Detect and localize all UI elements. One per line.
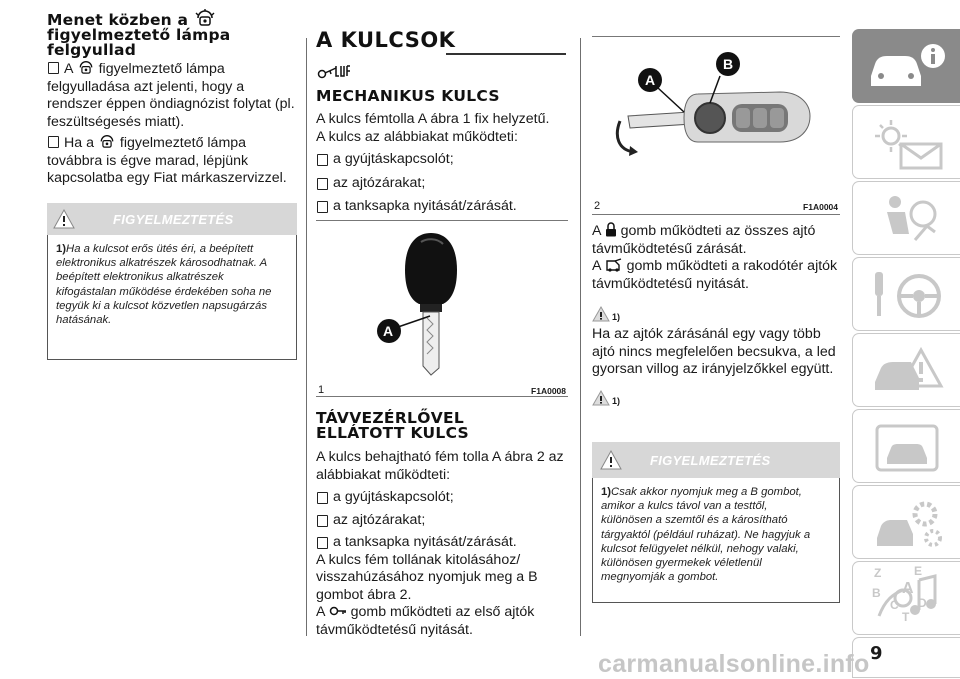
text-line: távműködtetésű nyitását. [592,275,749,292]
warning-car-icon [871,342,947,400]
tab-car-info[interactable] [852,29,960,103]
key-warning-icon [77,59,95,75]
car-check-icon [873,420,945,476]
note-ref-2: 1) [592,390,610,411]
page-title: A KULCSOK [316,28,456,52]
list-item: a gyújtáskapcsolót; [316,489,568,507]
key-warning-icon [194,8,216,27]
page-number: 9 [870,643,883,664]
chapter-tabs [852,0,960,678]
figure-number: 1 [318,384,325,396]
callout-label-a: A [645,72,656,88]
seat-airbag-icon [875,190,945,248]
text-line: felgyulladása azt jelenti, hogy a [47,78,245,95]
letter: T [902,610,910,624]
mechanical-key-illustration [371,228,491,378]
text-line: feszültségesés miatt). [47,113,185,130]
text-line: rendszer éppen öndiagnózist folytat (pl. [47,96,295,112]
text-line: gyorsan villog az irányjelzőkkel együtt. [592,361,834,377]
text-line: A kulcs fém tollának kitolásához/ [316,551,521,568]
paragraph-trunk: A gomb működteti a rakodótér ajtók [592,258,838,274]
text-line: A kulcs az alábbiakat működteti: [316,128,518,145]
list-item: a tanksapka nyitását/zárását. [316,534,568,552]
tab-warning-car[interactable] [852,333,960,407]
warning-text: 1)Ha a kulcsot erős ütés éri, a beépített elektronikus alkatrészek károsodhatnak. A beépített elektronikus alkatrészek kifogástalan működése érdekében soha ne tegyük ki a kulcsot közvetlen napsugárzás hatásának. [47,235,297,360]
section-heading: TÁVVEZÉRLŐVEL ELLÁTOTT KULCS [316,409,470,442]
warning-title: FIGYELMEZTETÉS [650,453,771,468]
callout-label-a: A [383,323,394,339]
list-item: a gyújtáskapcsolót; [316,151,568,169]
list-item: a tanksapka nyitását/zárását. [316,198,568,216]
car-info-icon [865,42,949,92]
paragraph-self-diagnosis: A figyelmeztető lámpa [47,59,299,79]
column-divider-1 [306,38,307,636]
text-line: alábbiakat működteti: [316,466,451,483]
remote-key-illustration [600,46,830,196]
warning-box [47,203,297,360]
text-line: ajtó nincs megfelelően becsukva, a led [592,343,836,360]
tab-car-service[interactable] [852,485,960,559]
tab-seat-airbag[interactable] [852,181,960,255]
figure-number: 2 [594,200,601,212]
figure-2 [592,36,840,216]
figure-code: F1A0004 [803,202,838,212]
warning-header [592,442,840,478]
warning-triangle-icon [592,306,610,322]
letter: D [918,596,927,610]
lock-icon [605,222,617,237]
text-line: Ha az ajtók zárásánál egy vagy több [592,326,821,342]
title-underline [446,53,566,55]
warning-title: FIGYELMEZTETÉS [113,212,234,227]
letter: C [890,598,899,612]
paragraph-lock-all: A gomb működteti az összes ajtó [592,223,816,239]
letter: Z [874,566,882,580]
column-divider-2 [580,38,581,636]
paragraph-front-doors: A gomb működteti az első ajtók [316,604,535,620]
tab-car-check[interactable] [852,409,960,483]
car-service-icon [873,494,947,552]
tab-lights-message[interactable] [852,105,960,179]
tab-key-steering[interactable] [852,257,960,331]
figure-1 [316,220,568,402]
warning-header [47,203,297,235]
section-heading: MECHANIKUS KULCS [316,87,500,105]
warning-text: 1)Csak akkor nyomjuk meg a B gombot, amikor a kulcs távol van a testtől, különösen a szemtől és a károsítható tárgyaktól (például ruházat). Ne hagyjuk a kulcsot felügyelet nélkül, nehogy valaki, különösen gyermekek véletlenül megnyomják a gombot. [592,478,840,603]
letter: A [902,580,914,597]
text-line: A kulcs fémtolla A ábra 1 fix helyzetű. [316,111,550,127]
key-steering-icon [871,266,947,324]
text-line: gombot ábra 2. [316,586,412,603]
list-item: az ajtózárakat; [316,512,568,530]
alphabet-index-letters [852,561,960,641]
letter: B [872,586,881,600]
paragraph-lamp-on: Ha a figyelmeztető lámpa [47,133,299,153]
letter: E [914,564,923,578]
list-item: az ajtózárakat; [316,175,568,193]
warning-box [592,442,840,603]
key-symbol-icon [316,62,352,82]
section-heading: Menet közben a figyelmeztető lámpa felgyullad [47,8,297,58]
note-ref-1: 1) [592,306,610,327]
watermark: carmanualsonline.info [598,650,870,678]
text-line: visszahúzásához nyomjuk meg a B [316,569,538,585]
text-line: távműködtetésű nyitását. [316,621,473,638]
trunk-icon [605,258,623,272]
text-line: kapcsolatba egy Fiat márkaszervizzel. [47,170,287,186]
unlock-icon [329,604,347,618]
lights-message-icon [871,114,949,172]
figure-code: F1A0008 [531,386,566,396]
warning-triangle-icon [592,390,610,406]
text-line: A kulcs behajtható fém tolla A ábra 2 az [316,449,564,465]
warning-triangle-icon [600,450,622,470]
text-line: távműködtetésű zárását. [592,240,747,257]
text-line: továbbra is égve marad, lépjünk [47,152,249,169]
callout-label-b: B [723,56,734,72]
warning-triangle-icon [53,209,75,229]
key-warning-icon [98,133,116,149]
